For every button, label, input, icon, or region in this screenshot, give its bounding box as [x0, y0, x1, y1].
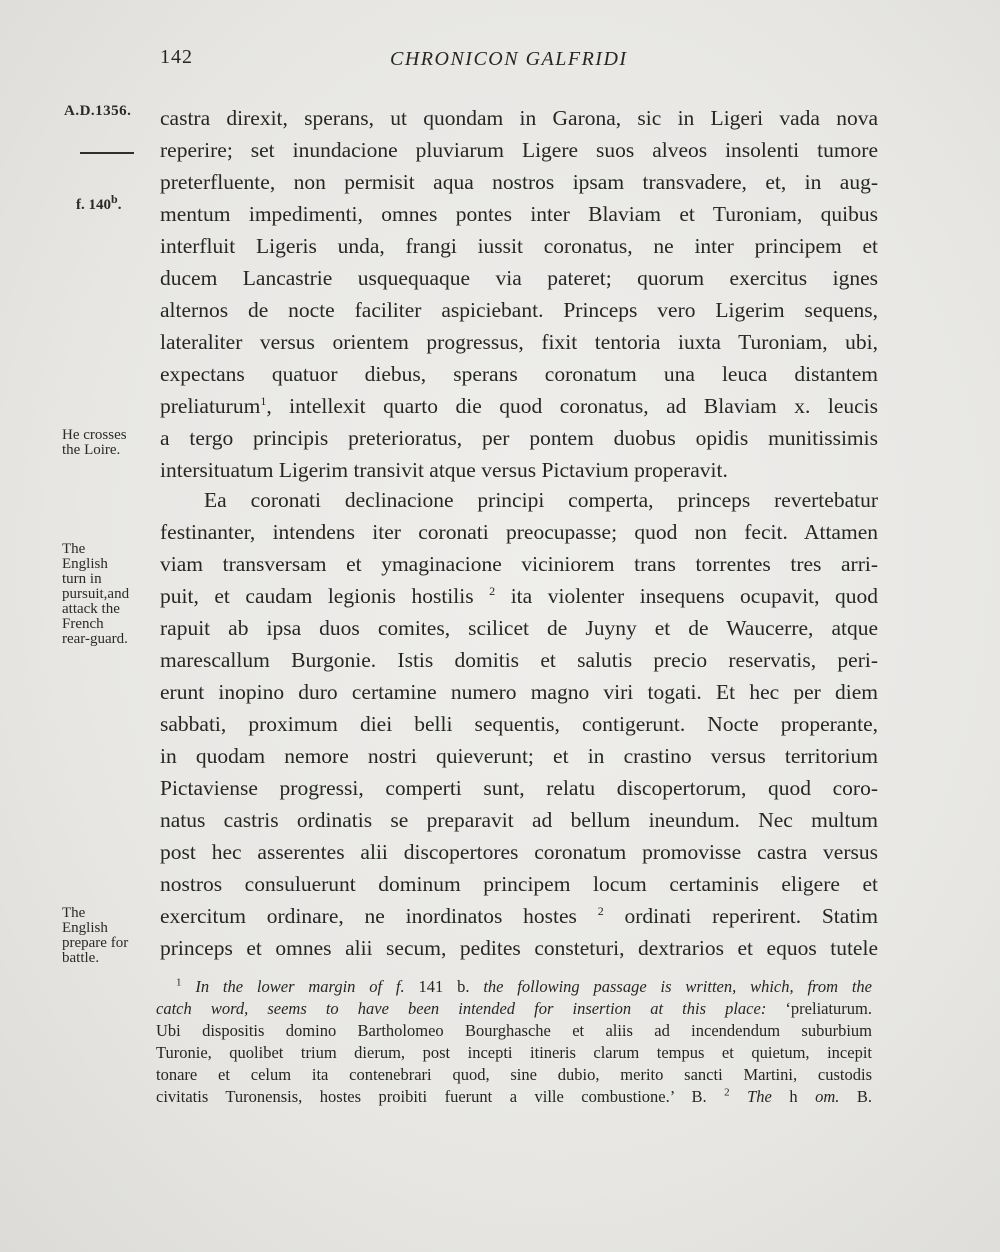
- footnote-plain: civitatis Turonensis, hostes proibiti fuerunt a ville combustione.’ B.: [156, 1087, 725, 1106]
- footnote-line: tonare et celum ita contenebrari quod, sine dubio, merito sancti Martini, custodis: [156, 1065, 872, 1084]
- margin-folio-text: f. 140: [76, 197, 111, 213]
- margin-folio: f. 140$^b$.: [76, 192, 122, 213]
- body-line: intersituatum Ligerim transivit atque versus Pictavium properavit.: [160, 458, 728, 482]
- body-line: Ea coronati declinacione principi comperta, princeps revertebatur: [204, 488, 878, 512]
- body-line: erunt inopino duro certamine numero magno viri togati. Et hec per diem: [160, 680, 878, 704]
- footnote-line: [156, 1086, 872, 1108]
- footnote-italic: catch word, seems to have been intended for insertion at this place:: [156, 999, 767, 1018]
- margin-note-line: attack the: [62, 601, 120, 617]
- body-line: expectans quatuor diebus, sperans coronatum una leuca distantem: [160, 362, 878, 386]
- page-number: 142: [160, 46, 193, 68]
- body-line: princeps et omnes alii secum, pedites consteturi, dextrarios et equos tutele: [160, 936, 878, 960]
- margin-folio-sup: b: [111, 192, 118, 206]
- margin-note-line: prepare for: [62, 935, 129, 951]
- margin-note-line: battle.: [62, 950, 100, 966]
- margin-note-line: rear-guard.: [62, 631, 128, 647]
- footnote-plain: ‘preliaturum.: [766, 999, 873, 1018]
- body-text-segment: , intellexit quarto die quod coronatus, ad Blaviam x. leucis: [266, 394, 878, 418]
- margin-note-line: pursuit,and: [62, 586, 130, 602]
- margin-note-loire: [62, 428, 127, 458]
- body-line: mentum impedimenti, omnes pontes inter Blaviam et Turoniam, quibus: [160, 202, 878, 226]
- body-line: nostros consuluerunt dominum principem locum certaminis eligere et: [160, 872, 878, 896]
- body-line: lateraliter versus orientem progressus, fixit tentoria iuxta Turoniam, ubi,: [160, 330, 878, 354]
- body-line: sabbati, proximum diei belli sequentis, contigerunt. Nocte properante,: [160, 712, 878, 736]
- body-text-segment: exercitum ordinare, ne inordinatos hostes: [160, 904, 598, 928]
- body-line: natus castris ordinatis se preparavit ad bellum ineundum. Nec multum: [160, 808, 878, 832]
- body-text-segment: ordinati reperirent. Statim: [603, 904, 878, 928]
- margin-rule: [80, 152, 134, 154]
- body-line: reperire; set inundacione pluviarum Ligere suos alveos insolenti tumore: [160, 138, 878, 162]
- footnote-marker-1: 1: [176, 976, 182, 989]
- body-line: marescallum Burgonie. Istis domitis et salutis precio reservatis, peri-: [160, 648, 878, 672]
- body-line: post hec asserentes alii discopertores coronatum promovisse castra versus: [160, 840, 878, 864]
- body-text-segment: ita violenter insequens ocupavit, quod: [495, 584, 878, 608]
- footnote-line: [176, 976, 872, 998]
- body-line: festinanter, intendens iter coronati preocupasse; quod non fecit. Attamen: [160, 520, 878, 544]
- body-text-segment: puit, et caudam legionis hostilis: [160, 584, 490, 608]
- body-line: viam transversam et ymaginacione viciniorem trans torrentes tres arri-: [160, 552, 878, 576]
- body-line: preterfluente, non permisit aqua nostros ipsam transvadere, et, in aug-: [160, 170, 878, 194]
- margin-note-line: the Loire.: [62, 442, 121, 458]
- footnote-line: Ubi dispositis domino Bartholomeo Bourghasche et aliis ad incendendum suburbium: [156, 1021, 872, 1040]
- margin-note-line: The: [62, 905, 86, 921]
- footnote-line: [156, 998, 872, 1020]
- body-line: castra direxit, sperans, ut quondam in Garona, sic in Ligeri vada nova: [160, 106, 878, 130]
- footnote-plain: B.: [839, 1087, 872, 1106]
- body-line: [160, 390, 878, 422]
- margin-note-battle: [62, 906, 128, 966]
- margin-note-line: He crosses: [62, 427, 127, 443]
- footnote-italic: the following passage is written, which, from the: [483, 977, 873, 996]
- footnote-marker-2: 2: [724, 1086, 730, 1099]
- footnote-italic: The: [729, 1087, 772, 1106]
- body-line: Pictaviense progressi, comperti sunt, relatu discopertorum, quod coro-: [160, 776, 878, 800]
- margin-note-line: English: [62, 920, 108, 936]
- footnote-italic: In the lower margin of f.: [195, 977, 405, 996]
- body-line: [160, 580, 878, 612]
- footnote-plain: h: [771, 1087, 816, 1106]
- footnote-ref-1: 1: [260, 393, 267, 408]
- margin-note-line: French: [62, 616, 104, 632]
- body-line: ducem Lancastrie usquequaque via pateret; quorum exercitus ignes: [160, 266, 878, 290]
- body-text-segment: preliaturum: [160, 394, 261, 418]
- body-line: in quodam nemore nostri quieverunt; et in crastino versus territorium: [160, 744, 878, 768]
- body-line: [160, 900, 878, 932]
- body-line: rapuit ab ipsa duos comites, scilicet de Juyny et de Waucerre, atque: [160, 616, 878, 640]
- footnote-italic: om.: [815, 1087, 840, 1106]
- running-head: CHRONICON GALFRIDI: [390, 48, 628, 70]
- body-line: interfluit Ligeris unda, frangi iussit coronatus, ne inter principem et: [160, 234, 878, 258]
- body-line: a tergo principis preterioratus, per pontem duobus opidis munitissimis: [160, 426, 878, 450]
- margin-note-line: turn in: [62, 571, 102, 587]
- footnote-plain: 141 b.: [404, 977, 484, 996]
- margin-note-line: English: [62, 556, 108, 572]
- margin-note-line: The: [62, 541, 86, 557]
- footnote-ref-2: 2: [489, 583, 496, 598]
- body-line: alternos de nocte faciliter aspiciebant. Princeps vero Ligerim sequens,: [160, 298, 878, 322]
- footnote-line: Turonie, quolibet trium dierum, post incepti itineris clarum tempus et quietum, incepit: [156, 1043, 872, 1062]
- margin-year: A.D.1356.: [64, 103, 132, 119]
- footnote-ref-2b: 2: [597, 903, 604, 918]
- margin-note-pursuit: [62, 542, 129, 647]
